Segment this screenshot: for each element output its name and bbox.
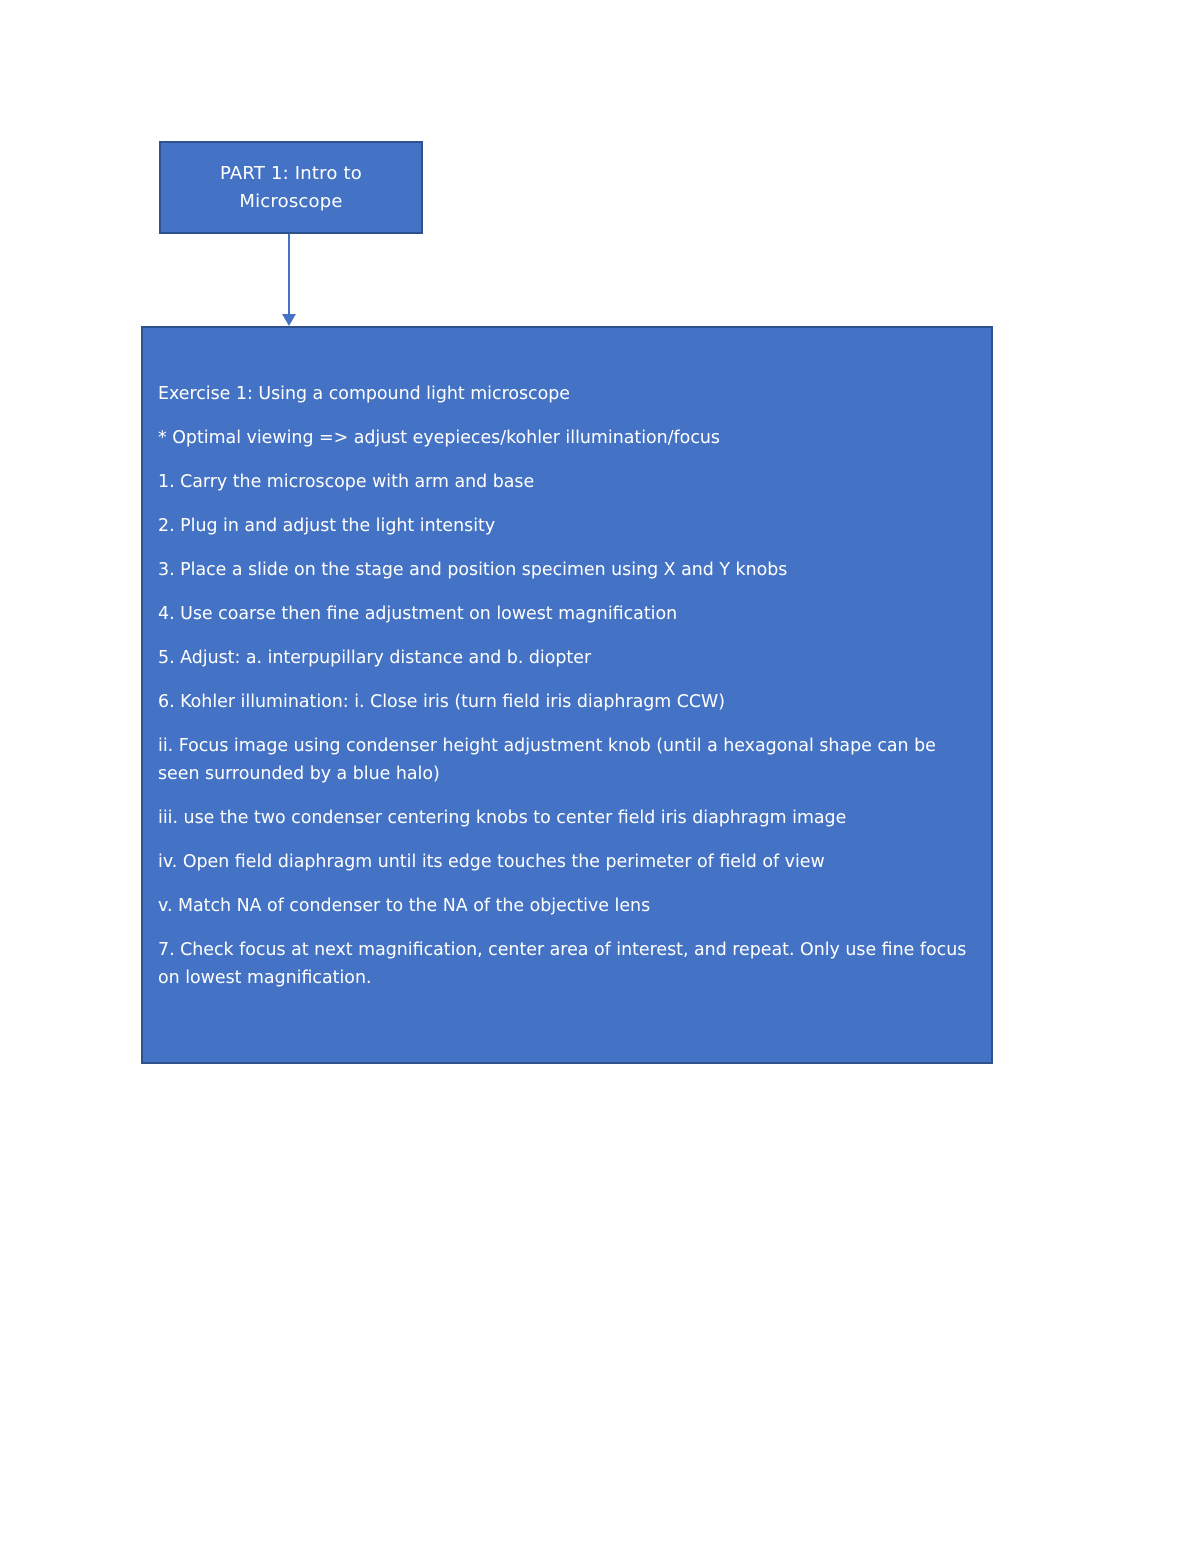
step-line-8: iii. use the two condenser centering knobs to center field iris diaphragm image: [158, 808, 847, 828]
step-line-11: 7. Check focus at next magnification, center area of interest, and repeat. Only use fine focus on lowest magnification.: [158, 940, 967, 988]
part-title-text: PART 1: Intro to Microscope: [220, 162, 362, 212]
step-line-9: iv. Open field diaphragm until its edge touches the perimeter of field of view: [158, 852, 825, 872]
part-title-box: [159, 141, 423, 234]
exercise-heading: Exercise 1: Using a compound light microscope: [158, 384, 570, 404]
exercise-box: [141, 326, 993, 1064]
step-line-5: 5. Adjust: a. interpupillary distance and b. diopter: [158, 648, 592, 668]
arrowhead-icon: [282, 314, 296, 326]
step-line-3: 3. Place a slide on the stage and position specimen using X and Y knobs: [158, 560, 788, 580]
step-line-0: * Optimal viewing => adjust eyepieces/kohler illumination/focus: [158, 428, 720, 448]
step-line-6: 6. Kohler illumination: i. Close iris (turn field iris diaphragm CCW): [158, 692, 726, 712]
step-line-4: 4. Use coarse then fine adjustment on lowest magnification: [158, 604, 678, 624]
step-line-1: 1. Carry the microscope with arm and base: [158, 472, 535, 492]
step-line-7: ii. Focus image using condenser height adjustment knob (until a hexagonal shape can be seen surrounded by a blue halo): [158, 736, 936, 784]
step-line-10: v. Match NA of condenser to the NA of the objective lens: [158, 896, 651, 916]
step-line-2: 2. Plug in and adjust the light intensity: [158, 516, 496, 536]
